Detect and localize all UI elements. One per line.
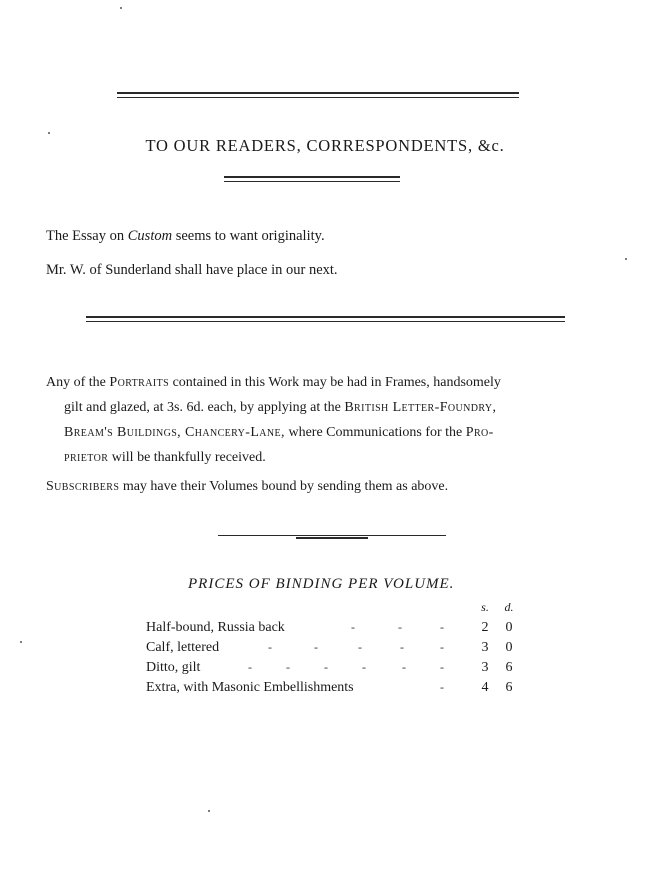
leader-dash: - xyxy=(248,660,252,674)
notice-smallcaps: Pro- xyxy=(465,425,494,440)
note-essay xyxy=(46,228,325,245)
leader-dash: - xyxy=(314,640,318,654)
scan-speck xyxy=(48,132,50,134)
price-row xyxy=(146,680,526,700)
notice-text: will be thankfully received. xyxy=(108,450,266,465)
notice-line-4 xyxy=(46,445,606,470)
price-pence: 6 xyxy=(505,660,513,675)
price-header-row xyxy=(146,600,526,620)
prices-rule xyxy=(218,535,446,536)
title-rule xyxy=(224,176,400,178)
notice-line-1 xyxy=(46,370,606,395)
notice-text: contained in this Work may be had in Frames, handsomely xyxy=(169,375,501,390)
top-rule xyxy=(117,92,519,94)
price-row xyxy=(146,660,526,680)
leader-dash: - xyxy=(286,660,290,674)
price-shillings: 3 xyxy=(481,660,489,675)
top-rule-under xyxy=(117,97,519,98)
note-essay-title: Custom xyxy=(127,228,173,244)
price-item: Calf, lettered xyxy=(146,640,220,655)
section-rule-under xyxy=(86,321,565,322)
scan-speck xyxy=(20,641,22,643)
leader-dash: - xyxy=(398,620,402,634)
notice-text: where Communications for the xyxy=(284,425,466,440)
leader-dash: - xyxy=(358,640,362,654)
prices-title: PRICES OF BINDING PER VOLUME. xyxy=(188,576,455,592)
price-shillings: 2 xyxy=(481,620,489,635)
price-item: Extra, with Masonic Embellishments xyxy=(146,680,354,695)
title-rule-under xyxy=(224,181,400,182)
notice-line-3 xyxy=(46,420,606,445)
price-row xyxy=(146,640,526,660)
price-item: Ditto, gilt xyxy=(146,660,201,675)
leader-dash: - xyxy=(324,660,328,674)
notice-text: gilt and glazed, at 3s. 6d. each, by applying at the xyxy=(64,400,345,415)
subscribers-notice xyxy=(46,479,448,495)
scan-speck xyxy=(120,7,122,9)
leader-dash: - xyxy=(400,640,404,654)
notice-smallcaps: prietor xyxy=(64,450,109,465)
leader-dash: - xyxy=(440,620,444,634)
subscribers-label: Subscribers xyxy=(46,479,120,494)
leader-dash: - xyxy=(351,620,355,634)
leader-dash: - xyxy=(440,680,444,694)
scan-speck xyxy=(208,810,210,812)
notice-line-2 xyxy=(46,395,606,420)
leader-dash: - xyxy=(268,640,272,654)
leader-dash: - xyxy=(440,640,444,654)
price-table xyxy=(146,600,526,700)
subscribers-text: may have their Volumes bound by sending them as above. xyxy=(119,479,449,494)
price-row xyxy=(146,620,526,640)
notice-smallcaps: Bream's Buildings, Chancery-Lane, xyxy=(64,425,285,440)
note-essay-prefix: The Essay on xyxy=(46,228,128,244)
note-sunderland: Mr. W. of Sunderland shall have place in our next. xyxy=(46,262,338,278)
notice-text: Any of the xyxy=(46,375,110,390)
page-title: TO OUR READERS, CORRESPONDENTS, &c. xyxy=(145,136,505,155)
leader-dash: - xyxy=(402,660,406,674)
shillings-header: s. xyxy=(481,600,489,614)
pence-header: d. xyxy=(504,600,514,614)
price-pence: 0 xyxy=(505,640,513,655)
note-essay-suffix: seems to want originality. xyxy=(172,228,325,244)
price-shillings: 4 xyxy=(481,680,489,695)
notice-smallcaps: British Letter-Foundry, xyxy=(344,400,497,415)
price-pence: 6 xyxy=(505,680,513,695)
leader-dash: - xyxy=(362,660,366,674)
notice-smallcaps: Portraits xyxy=(109,375,170,390)
portraits-notice xyxy=(46,370,606,470)
price-shillings: 3 xyxy=(481,640,489,655)
price-pence: 0 xyxy=(505,620,513,635)
prices-rule-center xyxy=(296,537,368,539)
scan-speck xyxy=(625,258,627,260)
price-item: Half-bound, Russia back xyxy=(146,620,285,635)
leader-dash: - xyxy=(440,660,444,674)
section-rule xyxy=(86,316,565,318)
